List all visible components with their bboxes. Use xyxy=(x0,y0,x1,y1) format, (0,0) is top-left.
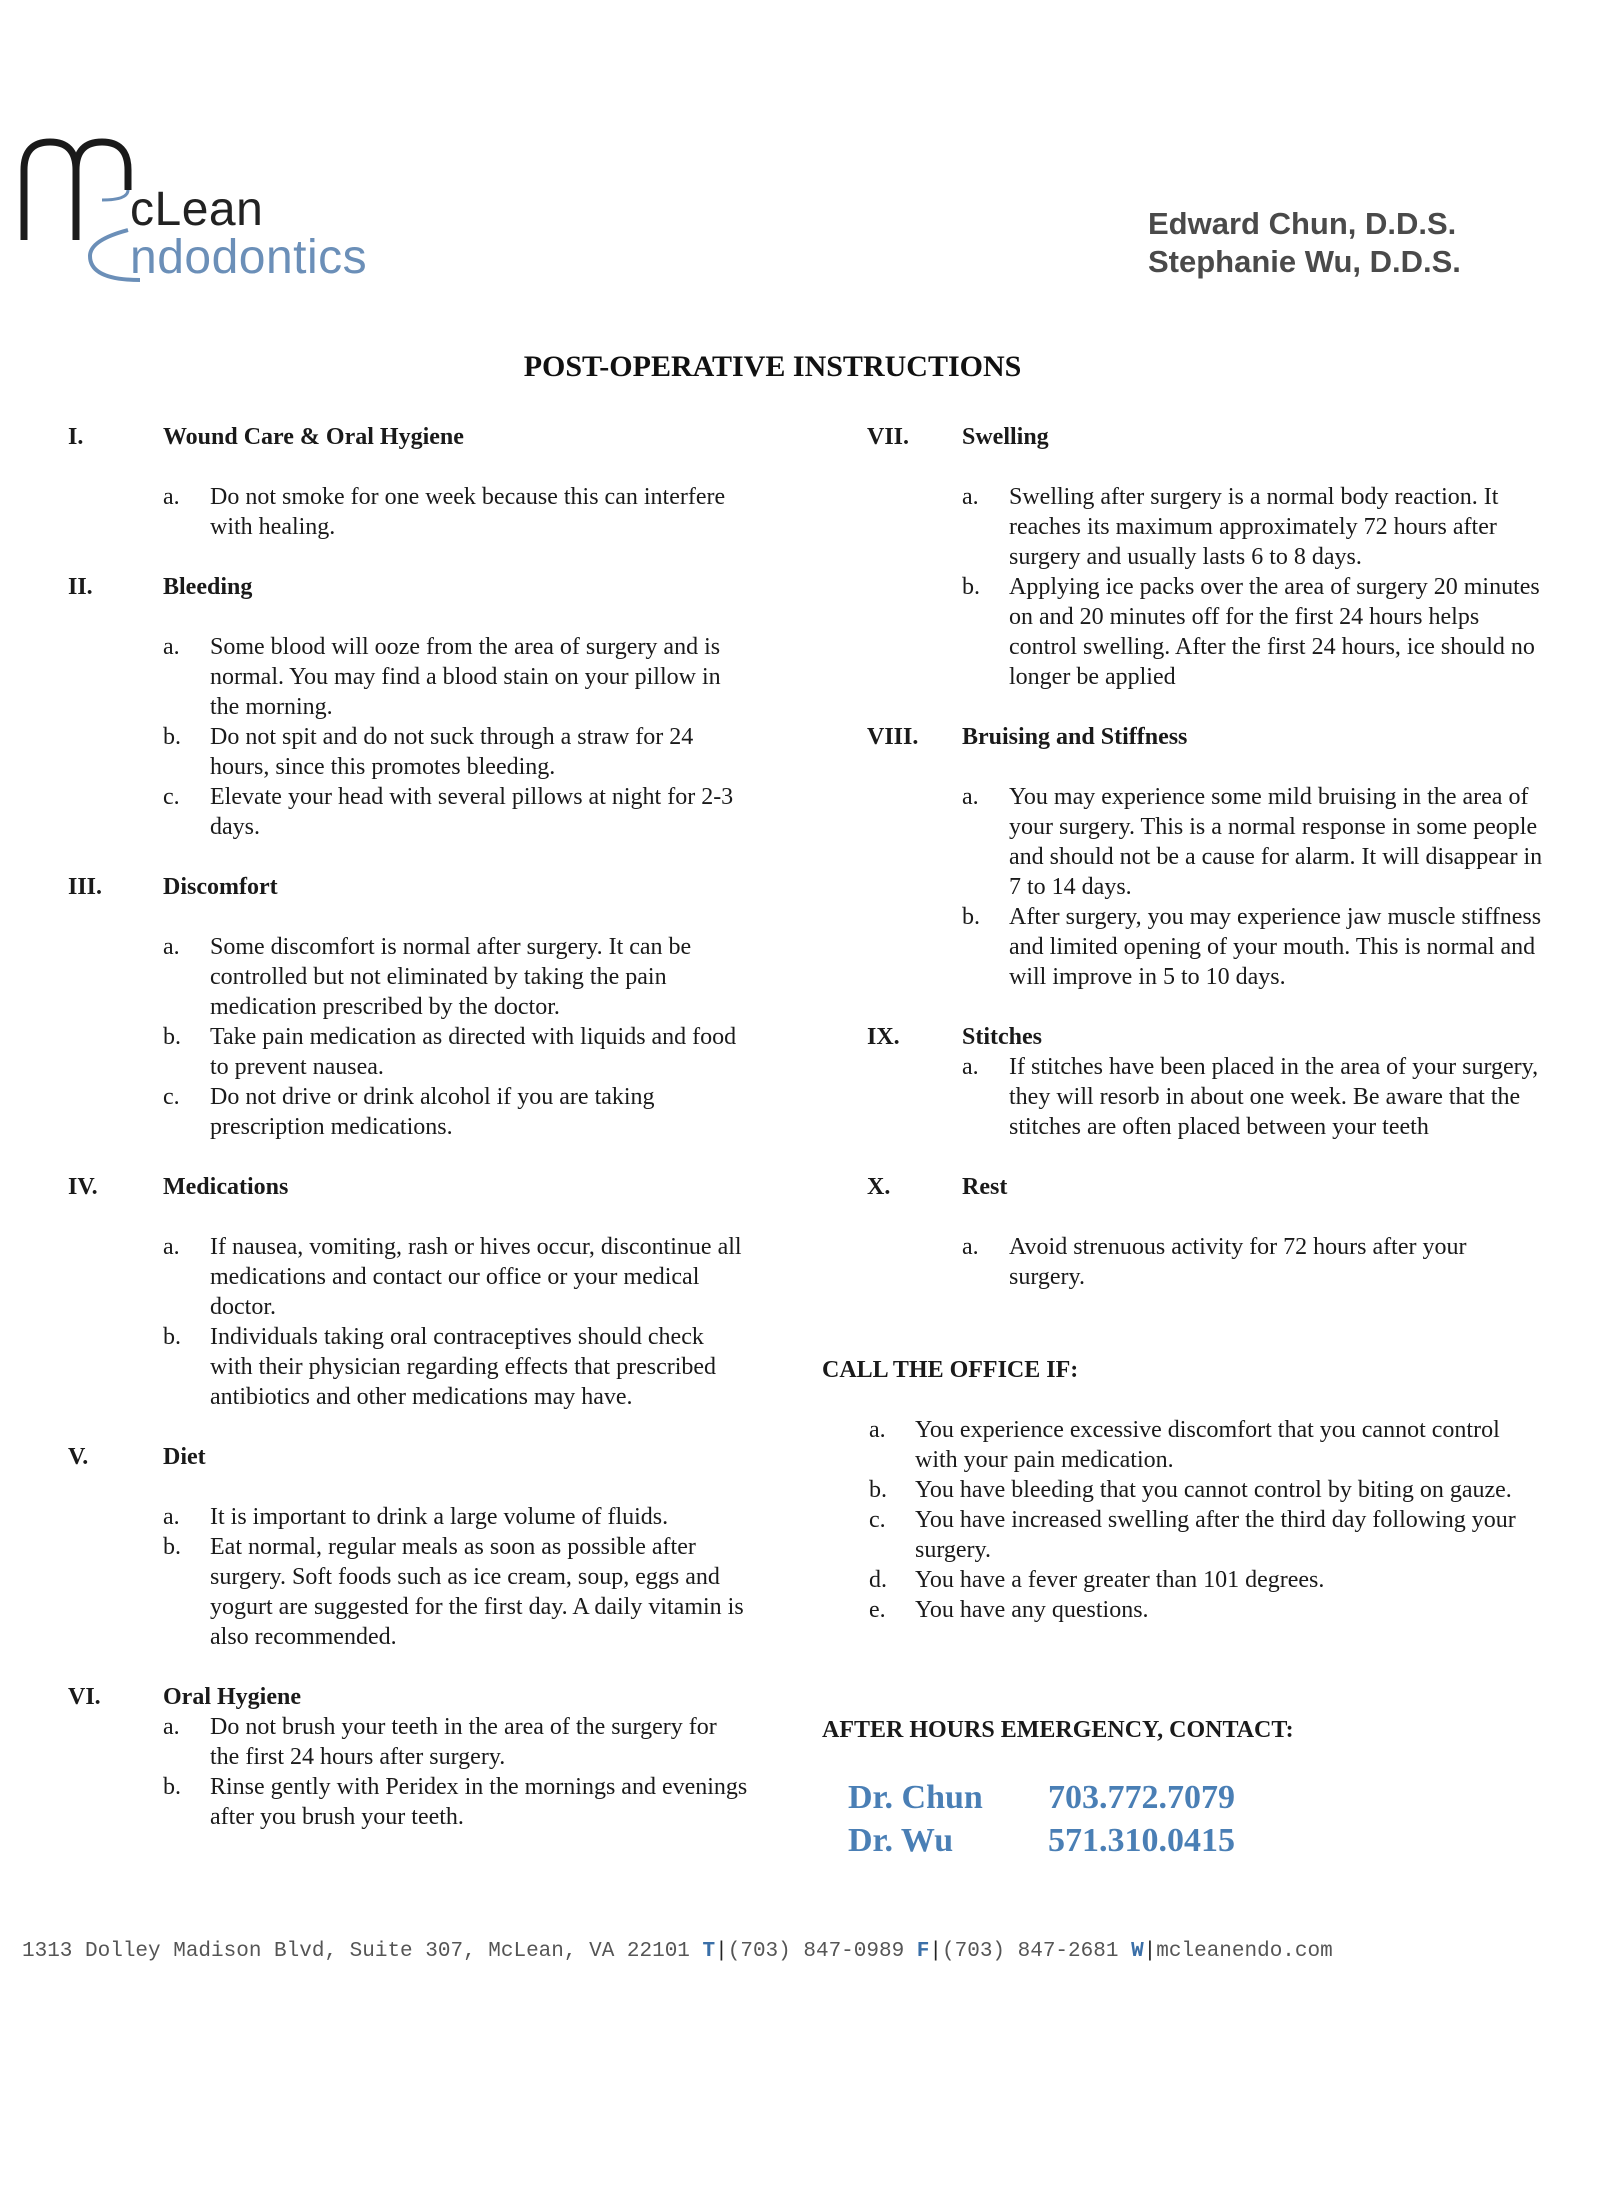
item-letter: a. xyxy=(163,484,180,510)
list-item xyxy=(962,902,1547,992)
item-text: Do not brush your teeth in the area of the surgery for the first 24 hours after surgery. xyxy=(210,1714,717,1770)
spacer xyxy=(867,992,1547,1022)
footer-phone-label: T xyxy=(702,1940,716,1963)
item-text: Rinse gently with Peridex in the mornings and evenings after you brush your teeth. xyxy=(210,1774,748,1830)
item-letter: b. xyxy=(163,1534,181,1560)
spacer xyxy=(68,1652,748,1682)
spacer xyxy=(68,1472,748,1502)
item-text: You have bleeding that you cannot control by biting on gauze. xyxy=(915,1477,1512,1503)
section-number: I. xyxy=(68,424,84,450)
call-office-heading: CALL THE OFFICE IF: xyxy=(822,1357,1079,1383)
item-text: Do not spit and do not suck through a straw for 24 hours, since this promotes bleeding. xyxy=(210,724,694,780)
item-letter: a. xyxy=(962,484,979,510)
item-letter: a. xyxy=(962,1234,979,1260)
section-items xyxy=(962,482,1547,692)
item-text: Swelling after surgery is a normal body reaction. It reaches its maximum approximately 72 hours after surgery and usually lasts 6 to 8 days. xyxy=(1009,484,1499,570)
item-text: You have a fever greater than 101 degrees. xyxy=(915,1567,1325,1593)
item-letter: a. xyxy=(163,1504,180,1530)
list-item xyxy=(869,1505,1542,1565)
spacer xyxy=(867,692,1547,722)
item-letter: a. xyxy=(163,634,180,660)
spacer xyxy=(68,1202,748,1232)
list-item xyxy=(163,782,748,842)
list-item xyxy=(962,1232,1547,1292)
section-number: II. xyxy=(68,574,93,600)
item-letter: b. xyxy=(163,1324,181,1350)
instruction-section xyxy=(68,1442,748,1652)
list-item xyxy=(869,1475,1542,1505)
item-letter: a. xyxy=(869,1417,886,1443)
section-number: X. xyxy=(867,1174,891,1200)
spacer xyxy=(68,542,748,572)
item-letter: c. xyxy=(869,1507,886,1533)
spacer xyxy=(867,452,1547,482)
section-number: VII. xyxy=(867,424,910,450)
footer-phone: (703) 847-0989 xyxy=(727,1940,905,1963)
instruction-section xyxy=(867,1172,1547,1292)
item-letter: a. xyxy=(163,1714,180,1740)
list-item xyxy=(962,482,1547,572)
section-heading xyxy=(867,1172,1547,1202)
item-text: You experience excessive discomfort that you cannot control with your pain medication. xyxy=(915,1417,1500,1473)
section-title: Discomfort xyxy=(163,874,278,900)
item-letter: b. xyxy=(962,904,980,930)
list-item xyxy=(163,722,748,782)
item-letter: b. xyxy=(163,1024,181,1050)
item-text: If nausea, vomiting, rash or hives occur, discontinue all medications and contact our office or your medical doctor. xyxy=(210,1234,742,1320)
item-letter: a. xyxy=(962,1054,979,1080)
section-title: Oral Hygiene xyxy=(163,1684,301,1710)
instruction-section xyxy=(867,1022,1547,1142)
list-item xyxy=(163,1022,748,1082)
spacer xyxy=(867,1202,1547,1232)
instruction-section xyxy=(867,422,1547,692)
section-items xyxy=(163,632,748,842)
section-items xyxy=(962,782,1547,992)
section-items xyxy=(962,1052,1547,1142)
item-letter: b. xyxy=(962,574,980,600)
contact-row xyxy=(848,1819,1235,1862)
instruction-section xyxy=(68,1172,748,1412)
contact-name: Dr. Wu xyxy=(848,1822,954,1859)
list-item xyxy=(869,1565,1542,1595)
footer-address: 1313 Dolley Madison Blvd, Suite 307, McLean, VA 22101 xyxy=(22,1940,690,1963)
footer-fax: (703) 847-2681 xyxy=(942,1940,1119,1963)
item-text: Some blood will ooze from the area of surgery and is normal. You may find a blood stain on your pillow in the morning. xyxy=(210,634,721,720)
spacer xyxy=(867,1142,1547,1172)
instruction-section xyxy=(68,572,748,842)
section-heading xyxy=(68,1682,748,1712)
list-item xyxy=(163,482,748,542)
section-items xyxy=(962,1232,1547,1292)
item-letter: d. xyxy=(869,1567,887,1593)
item-text: It is important to drink a large volume of fluids. xyxy=(210,1504,669,1530)
left-column xyxy=(68,422,748,1832)
list-item xyxy=(962,782,1547,902)
item-text: If stitches have been placed in the area of your surgery, they will resorb in about one week. Be aware that the stitches are often placed between your teeth xyxy=(1009,1054,1539,1140)
list-item xyxy=(163,632,748,722)
list-item xyxy=(163,1322,748,1412)
spacer xyxy=(867,752,1547,782)
item-text: You have increased swelling after the third day following your surgery. xyxy=(915,1507,1516,1563)
section-number: IV. xyxy=(68,1174,98,1200)
item-text: Applying ice packs over the area of surgery 20 minutes on and 20 minutes off for the first 24 hours helps control swelling. After the first 24 hours, ice should no longer be applied xyxy=(1009,574,1540,690)
item-letter: a. xyxy=(163,1234,180,1260)
footer-web-label: W xyxy=(1131,1940,1144,1963)
section-number: VIII. xyxy=(867,724,919,750)
item-letter: c. xyxy=(163,784,180,810)
after-hours-heading: AFTER HOURS EMERGENCY, CONTACT: xyxy=(822,1717,1294,1743)
instruction-section xyxy=(867,722,1547,992)
item-letter: b. xyxy=(163,1774,181,1800)
item-text: Elevate your head with several pillows at night for 2-3 days. xyxy=(210,784,734,840)
list-item xyxy=(869,1595,1542,1625)
item-text: Do not drive or drink alcohol if you are taking prescription medications. xyxy=(210,1084,655,1140)
item-text: Do not smoke for one week because this can interfere with healing. xyxy=(210,484,726,540)
item-text: Avoid strenuous activity for 72 hours after your surgery. xyxy=(1009,1234,1467,1290)
spacer xyxy=(68,1142,748,1172)
list-item xyxy=(962,1052,1547,1142)
section-number: VI. xyxy=(68,1684,101,1710)
section-number: V. xyxy=(68,1444,89,1470)
list-item xyxy=(163,1082,748,1142)
section-title: Stitches xyxy=(962,1024,1042,1050)
footer-website: mcleanendo.com xyxy=(1156,1940,1333,1963)
item-text: Eat normal, regular meals as soon as possible after surgery. Soft foods such as ice cream, soup, eggs and yogurt are suggested for the first day. A daily vitamin is also recommended. xyxy=(210,1534,744,1650)
contact-phone: 703.772.7079 xyxy=(1048,1779,1235,1816)
section-title: Rest xyxy=(962,1174,1008,1200)
item-letter: a. xyxy=(962,784,979,810)
contact-row xyxy=(848,1776,1235,1819)
item-text: Some discomfort is normal after surgery. It can be controlled but not eliminated by taking the pain medication prescribed by the doctor. xyxy=(210,934,692,1020)
list-item xyxy=(163,1772,748,1832)
section-heading xyxy=(867,1022,1547,1052)
section-number: III. xyxy=(68,874,103,900)
item-text: Take pain medication as directed with liquids and food to prevent nausea. xyxy=(210,1024,737,1080)
section-items xyxy=(163,1232,748,1412)
section-title: Wound Care & Oral Hygiene xyxy=(163,424,464,450)
item-letter: a. xyxy=(163,934,180,960)
section-title: Bleeding xyxy=(163,574,253,600)
section-items xyxy=(163,932,748,1142)
instruction-section xyxy=(68,1682,748,1832)
list-item xyxy=(163,932,748,1022)
logo-text-endodontics: ndodontics xyxy=(130,231,368,284)
item-letter: c. xyxy=(163,1084,180,1110)
doctor-names xyxy=(1148,205,1461,281)
list-item xyxy=(163,1712,748,1772)
item-letter: b. xyxy=(163,724,181,750)
list-item xyxy=(163,1232,748,1322)
emergency-contacts xyxy=(848,1776,1235,1862)
doctor-name: Stephanie Wu, D.D.S. xyxy=(1148,244,1461,279)
section-heading xyxy=(867,722,1547,752)
section-heading xyxy=(68,872,748,902)
page-title: POST-OPERATIVE INSTRUCTIONS xyxy=(523,350,1022,383)
contact-name: Dr. Chun xyxy=(848,1779,983,1816)
section-heading xyxy=(867,422,1547,452)
spacer xyxy=(68,602,748,632)
call-office-section xyxy=(822,1355,1542,1625)
spacer xyxy=(68,452,748,482)
section-heading xyxy=(68,1172,748,1202)
contact-phone: 571.310.0415 xyxy=(1048,1822,1235,1859)
list-item xyxy=(962,572,1547,692)
instruction-section xyxy=(68,422,748,542)
item-letter: e. xyxy=(869,1597,886,1623)
section-title: Medications xyxy=(163,1174,289,1200)
section-title: Diet xyxy=(163,1444,206,1470)
call-office-list xyxy=(869,1415,1542,1625)
instruction-section xyxy=(68,872,748,1142)
item-letter: b. xyxy=(869,1477,887,1503)
spacer xyxy=(68,842,748,872)
section-heading xyxy=(68,572,748,602)
spacer xyxy=(68,1412,748,1442)
section-items xyxy=(163,1502,748,1652)
spacer xyxy=(68,902,748,932)
footer-fax-label: F xyxy=(916,1940,930,1963)
section-heading xyxy=(68,1442,748,1472)
doctor-name: Edward Chun, D.D.S. xyxy=(1148,206,1457,241)
list-item xyxy=(163,1502,748,1532)
item-text: Individuals taking oral contraceptives should check with their physician regarding effects that prescribed antibiotics and other medications may have. xyxy=(210,1324,717,1410)
section-heading xyxy=(68,422,748,452)
mclean-endodontics-logo xyxy=(20,130,380,290)
item-text: You may experience some mild bruising in the area of your surgery. This is a normal response in some people and should not be a cause for alarm. It will disappear in 7 to 14 days. xyxy=(1009,784,1543,900)
section-title: Swelling xyxy=(962,424,1049,450)
logo-text-mclean: cLean xyxy=(130,183,264,236)
section-number: IX. xyxy=(867,1024,900,1050)
section-items xyxy=(163,1712,748,1832)
item-text: After surgery, you may experience jaw muscle stiffness and limited opening of your mouth. This is normal and will improve in 5 to 10 days. xyxy=(1009,904,1542,990)
list-item xyxy=(869,1415,1542,1475)
footer-contact-line: 1313 Dolley Madison Blvd, Suite 307, McLean, VA 22101 T|(703) 847-0989 F|(703) 847-2681 W|mcleanendo.com xyxy=(22,1940,1333,1963)
list-item xyxy=(163,1532,748,1652)
right-column xyxy=(867,422,1547,1292)
section-items xyxy=(163,482,748,542)
section-title: Bruising and Stiffness xyxy=(962,724,1188,750)
item-text: You have any questions. xyxy=(915,1597,1149,1623)
